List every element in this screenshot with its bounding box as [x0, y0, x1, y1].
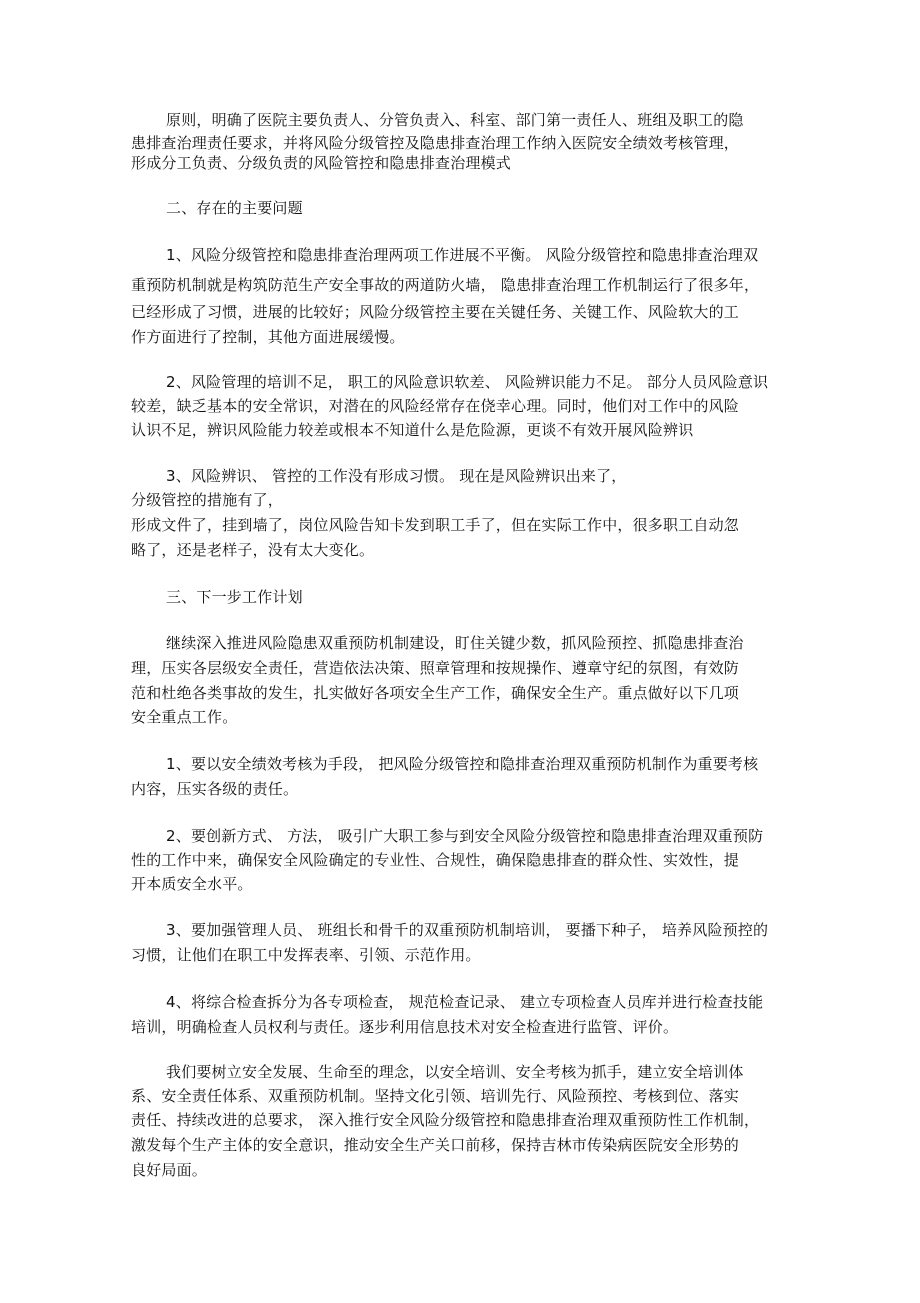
text-line: 2、要创新方式、 方法， 吸引广大职工参与到安全风险分级管控和隐患排查治理双重预防: [166, 827, 764, 845]
text-line: 开本质安全水平。: [131, 875, 253, 893]
text-line: 4、将综合检查拆分为各专项检查， 规范检查记录、 建立专项检查人员库并进行检查技能: [166, 993, 764, 1011]
text-line: 责任、持续改进的总要求， 深入推行安全风险分级管控和隐患排查治理双重预防性工作机制，: [131, 1111, 760, 1129]
text-line: 系、安全责任体系、双重预防机制。坚持文化引领、培训先行、风险预控、考核到位、落实: [131, 1087, 740, 1105]
text-line: 继续深入推进风险隐患双重预防机制建设，盯住关键少数，抓风险预控、抓隐患排查治: [166, 634, 744, 652]
text-line: 培训，明确检查人员权利与责任。逐步利用信息技术对安全检查进行监管、评价。: [131, 1018, 679, 1036]
section-heading: 三、下一步工作计划: [166, 588, 303, 606]
text-line: 分级管控的措施有了，: [131, 491, 284, 509]
text-line: 作方面进行了控制，其他方面进展缓慢。: [131, 328, 405, 346]
text-line: 患排查治理责任要求，并将风险分级管控及隐患排查治理工作纳入医院安全绩效考核管理，: [131, 134, 740, 152]
text-line: 略了，还是老样子，没有太大变化。: [131, 541, 375, 559]
text-line: 激发每个生产主体的安全意识，推动安全生产关口前移，保持吉林市传染病医院安全形势的: [131, 1136, 740, 1154]
text-line: 较差，缺乏基本的安全常识，对潜在的风险经常存在侥幸心理。同时，他们对工作中的风险: [131, 397, 740, 415]
section-heading: 二、存在的主要问题: [166, 199, 303, 217]
text-line: 形成分工负责、分级负责的风险管控和隐患排查治理模式: [131, 154, 512, 172]
text-line: 安全重点工作。: [131, 708, 238, 726]
text-line: 范和杜绝各类事故的发生，扎实做好各项安全生产工作，确保安全生产。重点做好以下几项: [131, 684, 740, 702]
text-line: 性的工作中来，确保安全风险确定的专业性、合规性，确保隐患排查的群众性、实效性，提: [131, 851, 740, 869]
text-line: 我们要树立安全发展、生命至的理念，以安全培训、安全考核为抓手，建立安全培训体: [166, 1063, 744, 1081]
text-line: 良好局面。: [131, 1161, 208, 1179]
text-line: 1、风险分级管控和隐患排查治理两项工作进展不平衡。 风险分级管控和隐患排查治理双: [166, 246, 759, 264]
text-line: 理，压实各层级安全责任，营造依法决策、照章管理和按规操作、遵章守纪的氛图，有效防: [131, 659, 740, 677]
text-line: 原则，明确了医院主要负责人、分管负责入、科室、部门第一责任人、班组及职工的隐: [166, 111, 744, 129]
text-line: 习惯，让他们在职工中发挥表率、引领、示范作用。: [131, 946, 481, 964]
text-line: 1、要以安全绩效考核为手段， 把风险分级管控和隐排查治理双重预防机制作为重要考核: [166, 755, 759, 773]
text-line: 形成文件了，挂到墙了，岗位风险告知卡发到职工手了，但在实际工作中，很多职工自动忽: [131, 516, 740, 534]
text-line: 2、风险管理的培训不足， 职工的风险意识软差、 风险辨识能力不足。 部分人员风险意识: [166, 373, 769, 391]
text-line: 已经形成了习惯，进展的比较好；风险分级管控主要在关键任务、关键工作、风险软大的工: [131, 303, 740, 321]
text-line: 认识不足，辨识风险能力较差或根本不知道什么是危险源，更谈不有效开展风险辨识: [131, 421, 694, 439]
text-line: 重预防机制就是构筑防范生产安全事故的两道防火墙， 隐患排查治理工作机制运行了很多年，: [131, 276, 760, 294]
text-line: 3、要加强管理人员、 班组长和骨千的双重预防机制培训， 要播下种子， 培养风险预控的: [166, 921, 769, 939]
text-line: 3、风险辨识、 管控的工作没有形成习惯。 现在是风险辨识出来了，: [166, 467, 627, 485]
text-line: 内容，压实各级的责任。: [131, 780, 299, 798]
